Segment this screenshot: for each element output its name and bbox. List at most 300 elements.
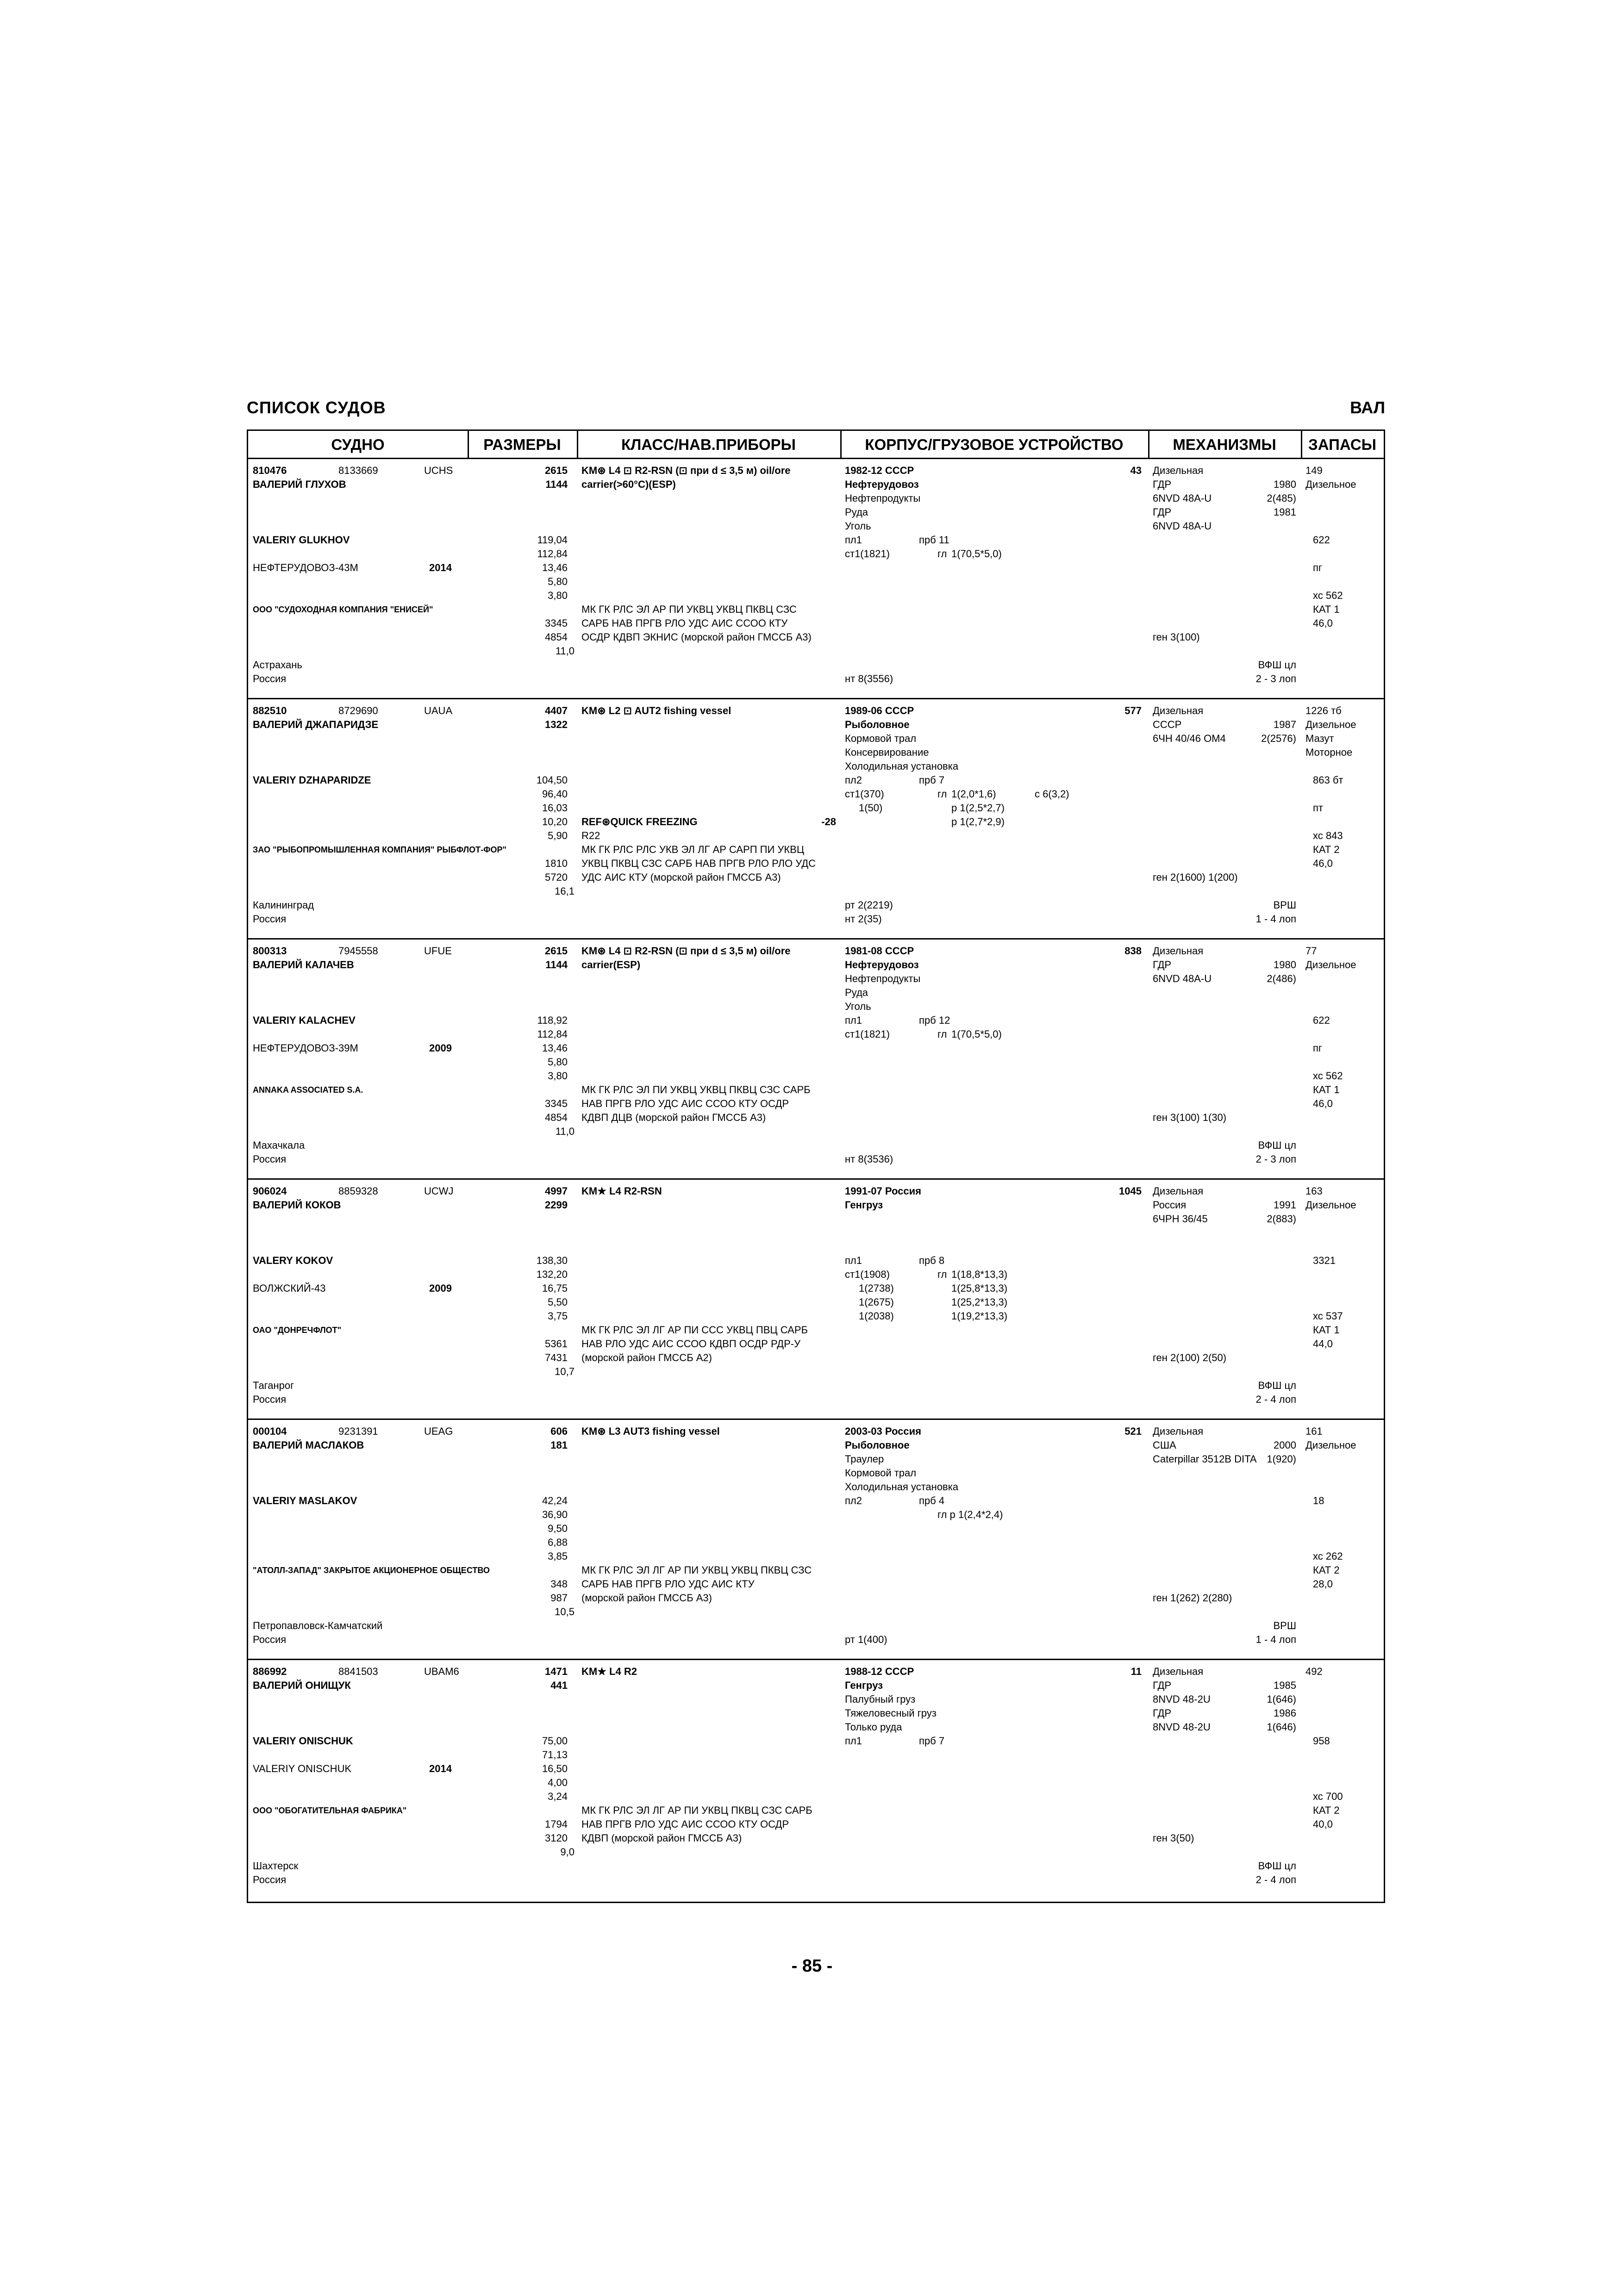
call-sign: UFUE bbox=[424, 945, 452, 957]
stores-value: Моторное bbox=[1305, 747, 1353, 758]
dimension-value: 3,24 bbox=[548, 1791, 568, 1802]
owner: "АТОЛЛ-ЗАПАД" ЗАКРЫТОЕ АКЦИОНЕРНОЕ ОБЩЕСТВО bbox=[253, 1566, 490, 1575]
engine-type: Дизельная bbox=[1153, 1425, 1204, 1437]
registry-number: 810476 bbox=[253, 465, 287, 476]
stores-value: Дизельное bbox=[1305, 959, 1356, 971]
hatch-info: прб 8 bbox=[919, 1255, 945, 1266]
cargo-type: Тяжеловесный груз bbox=[845, 1707, 937, 1719]
vessel-type: Нефтерудовоз bbox=[845, 479, 919, 490]
former-year: 2009 bbox=[429, 1282, 452, 1294]
cargo-type: Холодильная установка bbox=[845, 760, 959, 772]
refrigeration-temp: -28 bbox=[821, 816, 836, 828]
header-divider bbox=[840, 431, 842, 458]
hatch-info: прб 11 bbox=[919, 534, 949, 546]
tonnage-gross: 4407 bbox=[545, 705, 568, 716]
tank-info: нт 2(35) bbox=[845, 913, 882, 925]
imo-number: 7945558 bbox=[338, 945, 378, 957]
propeller: 2 - 3 лоп bbox=[1255, 1153, 1296, 1165]
tonnage-net: 1144 bbox=[545, 479, 568, 490]
navigation-equipment: НАВ ПРГВ РЛО УДС АИС ССОО КТУ ОСДР bbox=[581, 1098, 789, 1109]
header-divider bbox=[468, 431, 469, 458]
engine-detail: 6ЧРН 36/45 bbox=[1153, 1213, 1208, 1225]
imo-number: 8841503 bbox=[338, 1666, 378, 1677]
engine-detail: США bbox=[1153, 1439, 1176, 1451]
page-title: СПИСОК СУДОВ bbox=[247, 398, 386, 417]
stores-value: 622 bbox=[1313, 1014, 1330, 1026]
engine-detail: 1991 bbox=[1274, 1199, 1296, 1211]
hatch-info: ст1(1821) bbox=[845, 548, 890, 560]
stores-value: хс 537 bbox=[1313, 1310, 1343, 1322]
ship-entry bbox=[248, 1180, 1384, 1420]
owner: ОАО "ДОНРЕЧФЛОТ" bbox=[253, 1325, 342, 1335]
header-divider bbox=[1148, 431, 1149, 458]
header-divider bbox=[577, 431, 578, 458]
stores-value: 46,0 bbox=[1313, 1098, 1333, 1109]
hatch-info: 1(50) bbox=[859, 802, 883, 814]
engine-detail: Caterpillar 3512B DITA bbox=[1153, 1453, 1257, 1465]
engine-detail: 6NVD 48A-U bbox=[1153, 520, 1212, 532]
stores-value: пт bbox=[1313, 802, 1323, 814]
column-header-vessel: СУДНО bbox=[331, 436, 385, 453]
yard-number: 43 bbox=[1130, 465, 1142, 476]
navigation-equipment: УКВЦ ПКВЦ СЗС САРБ НАВ ПРГВ РЛО РЛО УДС bbox=[581, 858, 816, 869]
ship-name: ВАЛЕРИЙ МАСЛАКОВ bbox=[253, 1439, 364, 1451]
cargo-type: Холодильная установка bbox=[845, 1481, 959, 1493]
ship-name: ВАЛЕРИЙ КАЛАЧЕВ bbox=[253, 959, 354, 971]
navigation-equipment: МК ГК РЛС ЭЛ АР ПИ УКВЦ УКВЦ ПКВЦ СЗС bbox=[581, 604, 797, 615]
hatch-info: гл bbox=[937, 548, 947, 560]
home-port: Шахтерск bbox=[253, 1860, 299, 1872]
navigation-equipment: МК ГК РЛС ЭЛ ЛГ АР ПИ ССС УКВЦ ПВЦ САРБ bbox=[581, 1324, 808, 1336]
engine-detail: 6NVD 48A-U bbox=[1153, 492, 1212, 504]
stores-value: 1226 тб bbox=[1305, 705, 1342, 716]
registry-number: 800313 bbox=[253, 945, 287, 957]
engine-type: Дизельная bbox=[1153, 1185, 1204, 1197]
dimension-value: 3345 bbox=[545, 1098, 568, 1109]
home-port: Таганрог bbox=[253, 1380, 294, 1391]
tank-info: нт 8(3536) bbox=[845, 1153, 893, 1165]
tonnage-net: 441 bbox=[550, 1680, 568, 1691]
former-year: 2014 bbox=[429, 1763, 452, 1774]
build-date: 1982-12 СССР bbox=[845, 465, 914, 476]
build-date: 1989-06 СССР bbox=[845, 705, 914, 716]
dimension-value: 36,90 bbox=[542, 1509, 568, 1520]
dimension-value: 16,03 bbox=[542, 802, 568, 814]
former-name: НЕФТЕРУДОВОЗ-39М bbox=[253, 1042, 358, 1054]
stores-value: пг bbox=[1313, 562, 1322, 573]
tonnage-gross: 4997 bbox=[545, 1185, 568, 1197]
stores-value: 161 bbox=[1305, 1425, 1323, 1437]
dimension-value: 119,04 bbox=[537, 534, 568, 546]
engine-type: Дизельная bbox=[1153, 465, 1204, 476]
vessel-type: Генгруз bbox=[845, 1199, 883, 1211]
refrigeration-class: REF⊛QUICK FREEZING bbox=[581, 816, 698, 828]
imo-number: 8729690 bbox=[338, 705, 378, 716]
build-date: 2003-03 Россия bbox=[845, 1425, 921, 1437]
stores-value: хс 562 bbox=[1313, 1070, 1343, 1082]
hatch-info: 1(2675) bbox=[859, 1296, 894, 1308]
dimension-value: 138,30 bbox=[536, 1255, 568, 1266]
column-header-dimensions: РАЗМЕРЫ bbox=[483, 436, 561, 453]
owner: ООО "СУДОХОДНАЯ КОМПАНИЯ "ЕНИСЕЙ" bbox=[253, 605, 433, 614]
tonnage-net: 1322 bbox=[545, 719, 568, 730]
former-name: ВОЛЖСКИЙ-43 bbox=[253, 1282, 326, 1294]
class-notation: KM⊛ L3 AUT3 fishing vessel bbox=[581, 1425, 720, 1437]
hatch-info: 1(2,0*1,6) bbox=[951, 788, 996, 800]
stores-value: 46,0 bbox=[1313, 858, 1333, 869]
ship-entry bbox=[248, 1420, 1384, 1660]
stores-value: Дизельное bbox=[1305, 479, 1356, 490]
hatch-info: пл1 bbox=[845, 1735, 862, 1747]
stores-value: Мазут bbox=[1305, 733, 1334, 744]
dimension-value: 42,24 bbox=[542, 1495, 568, 1506]
owner: ЗАО "РЫБОПРОМЫШЛЕННАЯ КОМПАНИЯ" РЫБФЛОТ-ФОР" bbox=[253, 845, 506, 854]
ship-name: ВАЛЕРИЙ КОКОВ bbox=[253, 1199, 341, 1211]
engine-detail: ГДР bbox=[1153, 1680, 1172, 1691]
engine-detail: 1987 bbox=[1274, 719, 1296, 730]
class-notation: carrier(ESP) bbox=[581, 959, 641, 971]
hatch-info: р 1(2,5*2,7) bbox=[951, 802, 1005, 814]
class-notation: KM⊛ L4 ⊡ R2-RSN (⊡ при d ≤ 3,5 м) oil/ore bbox=[581, 465, 791, 476]
dimension-value: 11,0 bbox=[555, 1126, 575, 1137]
propeller: 1 - 4 лоп bbox=[1255, 1634, 1296, 1645]
hatch-info: прб 4 bbox=[919, 1495, 945, 1506]
refrigerant: R22 bbox=[581, 830, 600, 841]
owner: ANNAKA ASSOCIATED S.A. bbox=[253, 1085, 363, 1095]
hatch-info: 1(25,2*13,3) bbox=[951, 1296, 1008, 1308]
page-number: - 85 - bbox=[791, 1956, 833, 1976]
stores-value: Дизельное bbox=[1305, 1439, 1356, 1451]
hatch-info: 1(70,5*5,0) bbox=[951, 1028, 1002, 1040]
tonnage-gross: 2615 bbox=[545, 945, 568, 957]
ship-register-table bbox=[247, 429, 1385, 1903]
hatch-info: гл bbox=[937, 1269, 947, 1280]
former-name: НЕФТЕРУДОВОЗ-43М bbox=[253, 562, 358, 573]
cargo-type: Нефтепродукты bbox=[845, 492, 921, 504]
dimension-value: 3120 bbox=[545, 1832, 568, 1844]
engine-detail: 8NVD 48-2U bbox=[1153, 1693, 1211, 1705]
registry-number: 000104 bbox=[253, 1425, 287, 1437]
navigation-equipment: МК ГК РЛС ЭЛ ЛГ АР ПИ УКВЦ УКВЦ ПКВЦ СЗС bbox=[581, 1564, 812, 1576]
dimension-value: 9,50 bbox=[548, 1523, 568, 1534]
stores-value: КАТ 2 bbox=[1313, 1804, 1340, 1816]
hatch-info: гл р 1(2,4*2,4) bbox=[937, 1509, 1003, 1520]
dimension-value: 118,92 bbox=[537, 1014, 568, 1026]
call-sign: UBAM6 bbox=[424, 1666, 459, 1677]
dimension-value: 987 bbox=[550, 1592, 568, 1604]
propeller: ВФШ цл bbox=[1258, 659, 1296, 671]
engine-detail: 6NVD 48A-U bbox=[1153, 973, 1212, 984]
flag-country: Россия bbox=[253, 913, 287, 925]
dimension-value: 13,46 bbox=[542, 1042, 568, 1054]
navigation-equipment: (морской район ГМССБ А3) bbox=[581, 1592, 712, 1604]
engine-detail: 1(920) bbox=[1267, 1453, 1296, 1465]
cargo-type: Консервирование bbox=[845, 747, 929, 758]
navigation-equipment: УДС АИС КТУ (морской район ГМССБ А3) bbox=[581, 871, 781, 883]
call-sign: UCWJ bbox=[424, 1185, 454, 1197]
column-header-hull: КОРПУС/ГРУЗОВОЕ УСТРОЙСТВО bbox=[865, 436, 1124, 453]
navigation-equipment: МК ГК РЛС ЭЛ ЛГ АР ПИ УКВЦ ПКВЦ СЗС САРБ bbox=[581, 1804, 812, 1816]
engine-detail: Россия bbox=[1153, 1199, 1187, 1211]
dimension-value: 1810 bbox=[545, 858, 568, 869]
ship-name-latin: VALERIY KALACHEV bbox=[253, 1014, 356, 1026]
propeller: 1 - 4 лоп bbox=[1255, 913, 1296, 925]
cargo-type: Руда bbox=[845, 506, 868, 518]
navigation-equipment: САРБ НАВ ПРГВ РЛО УДС АИС ССОО КТУ bbox=[581, 617, 788, 629]
dimension-value: 4,00 bbox=[548, 1777, 568, 1788]
engine-detail: ГДР bbox=[1153, 1707, 1172, 1719]
stores-value: 44,0 bbox=[1313, 1338, 1333, 1350]
hatch-info: 1(70,5*5,0) bbox=[951, 548, 1002, 560]
generators: ген 3(50) bbox=[1153, 1832, 1194, 1844]
ship-entry bbox=[248, 940, 1384, 1180]
former-year: 2014 bbox=[429, 562, 452, 573]
dimension-value: 132,20 bbox=[536, 1269, 568, 1280]
hatch-info: пл1 bbox=[845, 1014, 862, 1026]
home-port: Калининград bbox=[253, 899, 314, 911]
dimension-value: 5,90 bbox=[548, 830, 568, 841]
flag-country: Россия bbox=[253, 1153, 287, 1165]
tank-info: нт 8(3556) bbox=[845, 673, 893, 684]
imo-number: 9231391 bbox=[338, 1425, 378, 1437]
column-header-machinery: МЕХАНИЗМЫ bbox=[1173, 436, 1276, 453]
hatch-info: гл bbox=[937, 788, 947, 800]
cargo-type: Кормовой трал bbox=[845, 733, 917, 744]
engine-type: Дизельная bbox=[1153, 705, 1204, 716]
vessel-type: Генгруз bbox=[845, 1680, 883, 1691]
stores-value: хс 562 bbox=[1313, 590, 1343, 601]
entry-divider bbox=[248, 698, 1384, 699]
engine-type: Дизельная bbox=[1153, 1666, 1204, 1677]
engine-detail: 1(646) bbox=[1267, 1693, 1296, 1705]
call-sign: UEAG bbox=[424, 1425, 453, 1437]
stores-value: 40,0 bbox=[1313, 1818, 1333, 1830]
hatch-info: ст1(1821) bbox=[845, 1028, 890, 1040]
dimension-value: 11,0 bbox=[555, 645, 575, 657]
yard-number: 577 bbox=[1124, 705, 1142, 716]
dimension-value: 112,84 bbox=[537, 1028, 568, 1040]
former-name: VALERIY ONISCHUK bbox=[253, 1763, 352, 1774]
engine-detail: 1980 bbox=[1274, 479, 1296, 490]
hatch-info: 1(2738) bbox=[859, 1282, 894, 1294]
tonnage-net: 2299 bbox=[545, 1199, 568, 1211]
dimension-value: 16,75 bbox=[542, 1282, 568, 1294]
navigation-equipment: МК ГК РЛС РЛС УКВ ЭЛ ЛГ АР САРП ПИ УКВЦ bbox=[581, 844, 805, 855]
navigation-equipment: НАВ РЛО УДС АИС ССОО КДВП ОСДР РДР-У bbox=[581, 1338, 801, 1350]
stores-value: 622 bbox=[1313, 534, 1330, 546]
propeller: ВРШ bbox=[1273, 1620, 1296, 1631]
hatch-info: р 1(2,7*2,9) bbox=[951, 816, 1005, 828]
yard-number: 1045 bbox=[1119, 1185, 1142, 1197]
tonnage-gross: 1471 bbox=[545, 1666, 568, 1677]
hatch-info: гл bbox=[937, 1028, 947, 1040]
stores-value: КАТ 1 bbox=[1313, 1084, 1340, 1095]
hatch-info: 1(25,8*13,3) bbox=[951, 1282, 1008, 1294]
navigation-equipment: (морской район ГМССБ А2) bbox=[581, 1352, 712, 1363]
stores-value: 863 бт bbox=[1313, 774, 1343, 786]
engine-type: Дизельная bbox=[1153, 945, 1204, 957]
generators: ген 1(262) 2(280) bbox=[1153, 1592, 1232, 1604]
yard-number: 11 bbox=[1131, 1666, 1142, 1677]
hatch-info: пл2 bbox=[845, 1495, 862, 1506]
navigation-equipment: САРБ НАВ ПРГВ РЛО УДС АИС КТУ bbox=[581, 1578, 755, 1590]
ship-name: ВАЛЕРИЙ ГЛУХОВ bbox=[253, 479, 346, 490]
tonnage-net: 1144 bbox=[545, 959, 568, 971]
dimension-value: 104,50 bbox=[536, 774, 568, 786]
class-notation: KM★ L4 R2-RSN bbox=[581, 1185, 662, 1197]
cargo-type: Руда bbox=[845, 987, 868, 998]
dimension-value: 3,80 bbox=[548, 1070, 568, 1082]
tonnage-gross: 606 bbox=[550, 1425, 568, 1437]
stores-value: пг bbox=[1313, 1042, 1322, 1054]
engine-detail: 6ЧН 40/46 ОМ4 bbox=[1153, 733, 1226, 744]
generators: ген 3(100) bbox=[1153, 631, 1200, 643]
entry-divider bbox=[248, 1178, 1384, 1180]
propeller: 2 - 4 лоп bbox=[1255, 1874, 1296, 1885]
class-notation: KM⊛ L4 ⊡ R2-RSN (⊡ при d ≤ 3,5 м) oil/ore bbox=[581, 945, 791, 957]
engine-detail: 1980 bbox=[1274, 959, 1296, 971]
engine-detail: 2(883) bbox=[1267, 1213, 1296, 1225]
hatch-info: 1(19,2*13,3) bbox=[951, 1310, 1008, 1322]
owner: ООО "ОБОГАТИТЕЛЬНАЯ ФАБРИКА" bbox=[253, 1806, 407, 1815]
section-letters: ВАЛ bbox=[1350, 398, 1385, 417]
dimension-value: 5,80 bbox=[548, 576, 568, 587]
tonnage-net: 181 bbox=[550, 1439, 568, 1451]
engine-detail: 2(486) bbox=[1267, 973, 1296, 984]
registry-number: 882510 bbox=[253, 705, 287, 716]
ship-name-latin: VALERIY DZHAPARIDZE bbox=[253, 774, 371, 786]
engine-detail: СССР bbox=[1153, 719, 1182, 730]
cargo-type: Нефтепродукты bbox=[845, 973, 921, 984]
stores-value: КАТ 1 bbox=[1313, 604, 1340, 615]
dimension-value: 5,50 bbox=[548, 1296, 568, 1308]
hatch-info: прб 7 bbox=[919, 1735, 945, 1747]
dimension-value: 13,46 bbox=[542, 562, 568, 573]
ship-name: ВАЛЕРИЙ ДЖАПАРИДЗЕ bbox=[253, 719, 379, 730]
call-sign: UCHS bbox=[424, 465, 453, 476]
stores-value: Дизельное bbox=[1305, 1199, 1356, 1211]
engine-detail: 8NVD 48-2U bbox=[1153, 1721, 1211, 1733]
stores-value: 77 bbox=[1305, 945, 1317, 957]
tonnage-gross: 2615 bbox=[545, 465, 568, 476]
dimension-value: 10,5 bbox=[555, 1606, 575, 1618]
build-date: 1991-07 Россия bbox=[845, 1185, 921, 1197]
flag-country: Россия bbox=[253, 1634, 287, 1645]
dimension-value: 71,13 bbox=[542, 1749, 568, 1761]
cargo-type: Уголь bbox=[845, 1001, 871, 1012]
yard-number: 521 bbox=[1124, 1425, 1142, 1437]
cargo-type: Уголь bbox=[845, 520, 871, 532]
engine-detail: ГДР bbox=[1153, 506, 1172, 518]
dimension-value: 96,40 bbox=[542, 788, 568, 800]
dimension-value: 75,00 bbox=[542, 1735, 568, 1747]
stores-value: 163 bbox=[1305, 1185, 1323, 1197]
dimension-value: 9,0 bbox=[560, 1846, 575, 1858]
stores-value: 492 bbox=[1305, 1666, 1323, 1677]
stores-value: Дизельное bbox=[1305, 719, 1356, 730]
ship-entry bbox=[248, 699, 1384, 940]
stores-value: 46,0 bbox=[1313, 617, 1333, 629]
dimension-value: 4854 bbox=[545, 631, 568, 643]
column-header-stores: ЗАПАСЫ bbox=[1308, 436, 1376, 453]
ship-entry bbox=[248, 1660, 1384, 1900]
dimension-value: 10,7 bbox=[555, 1366, 575, 1377]
dimension-value: 5,80 bbox=[548, 1056, 568, 1068]
cargo-type: Траулер bbox=[845, 1453, 884, 1465]
engine-detail: 1981 bbox=[1274, 506, 1296, 518]
flag-country: Россия bbox=[253, 673, 287, 684]
stores-value: хс 262 bbox=[1313, 1550, 1343, 1562]
class-notation: KM⊛ L2 ⊡ AUT2 fishing vessel bbox=[581, 705, 731, 716]
generators: ген 3(100) 1(30) bbox=[1153, 1112, 1227, 1123]
vessel-type: Рыболовное bbox=[845, 1439, 910, 1451]
vessel-type: Нефтерудовоз bbox=[845, 959, 919, 971]
stores-value: 958 bbox=[1313, 1735, 1330, 1747]
stores-value: 28,0 bbox=[1313, 1578, 1333, 1590]
navigation-equipment: ОСДР КДВП ЭКНИС (морской район ГМССБ А3) bbox=[581, 631, 812, 643]
engine-detail: ГДР bbox=[1153, 479, 1172, 490]
navigation-equipment: МК ГК РЛС ЭЛ ПИ УКВЦ УКВЦ ПКВЦ СЗС САРБ bbox=[581, 1084, 811, 1095]
cargo-type: Палубный груз bbox=[845, 1693, 916, 1705]
entry-divider bbox=[248, 1419, 1384, 1420]
engine-detail: ГДР bbox=[1153, 959, 1172, 971]
dimension-value: 112,84 bbox=[537, 548, 568, 560]
hatch-info: 1(18,8*13,3) bbox=[951, 1269, 1008, 1280]
dimension-value: 4854 bbox=[545, 1112, 568, 1123]
hatch-info: 1(2038) bbox=[859, 1310, 894, 1322]
tank-info: рт 2(2219) bbox=[845, 899, 893, 911]
stores-value: КАТ 2 bbox=[1313, 1564, 1340, 1576]
stores-value: хс 700 bbox=[1313, 1791, 1343, 1802]
stores-value: хс 843 bbox=[1313, 830, 1343, 841]
column-header-class: КЛАСС/НАВ.ПРИБОРЫ bbox=[621, 436, 796, 453]
vessel-type: Рыболовное bbox=[845, 719, 910, 730]
dimension-value: 7431 bbox=[545, 1352, 568, 1363]
propeller: 2 - 4 лоп bbox=[1255, 1394, 1296, 1405]
hatch-info: ст1(370) bbox=[845, 788, 884, 800]
dimension-value: 3,80 bbox=[548, 590, 568, 601]
entry-divider bbox=[248, 1659, 1384, 1660]
entry-divider bbox=[248, 938, 1384, 940]
class-notation: carrier(>60°C)(ESP) bbox=[581, 479, 676, 490]
call-sign: UAUA bbox=[424, 705, 453, 716]
dimension-value: 16,1 bbox=[555, 885, 575, 897]
tank-info: рт 1(400) bbox=[845, 1634, 887, 1645]
cargo-type: Только руда bbox=[845, 1721, 902, 1733]
home-port: Петропавловск-Камчатский bbox=[253, 1620, 383, 1631]
hatch-info: с 6(3,2) bbox=[1035, 788, 1069, 800]
propeller: ВФШ цл bbox=[1258, 1860, 1296, 1872]
build-date: 1988-12 СССР bbox=[845, 1666, 914, 1677]
home-port: Астрахань bbox=[253, 659, 302, 671]
hatch-info: пл1 bbox=[845, 1255, 862, 1266]
hatch-info: пл2 bbox=[845, 774, 862, 786]
former-year: 2009 bbox=[429, 1042, 452, 1054]
engine-detail: 2000 bbox=[1274, 1439, 1296, 1451]
engine-detail: 2(485) bbox=[1267, 492, 1296, 504]
navigation-equipment: КДВП ДЦВ (морской район ГМССБ А3) bbox=[581, 1112, 766, 1123]
engine-detail: 1986 bbox=[1274, 1707, 1296, 1719]
engine-detail: 2(2576) bbox=[1261, 733, 1296, 744]
ship-entry bbox=[248, 459, 1384, 699]
engine-detail: 1985 bbox=[1274, 1680, 1296, 1691]
class-notation: KM★ L4 R2 bbox=[581, 1666, 637, 1677]
dimension-value: 1794 bbox=[545, 1818, 568, 1830]
hatch-info: пл1 bbox=[845, 534, 862, 546]
generators: ген 2(100) 2(50) bbox=[1153, 1352, 1227, 1363]
stores-value: КАТ 2 bbox=[1313, 844, 1340, 855]
propeller: ВРШ bbox=[1273, 899, 1296, 911]
